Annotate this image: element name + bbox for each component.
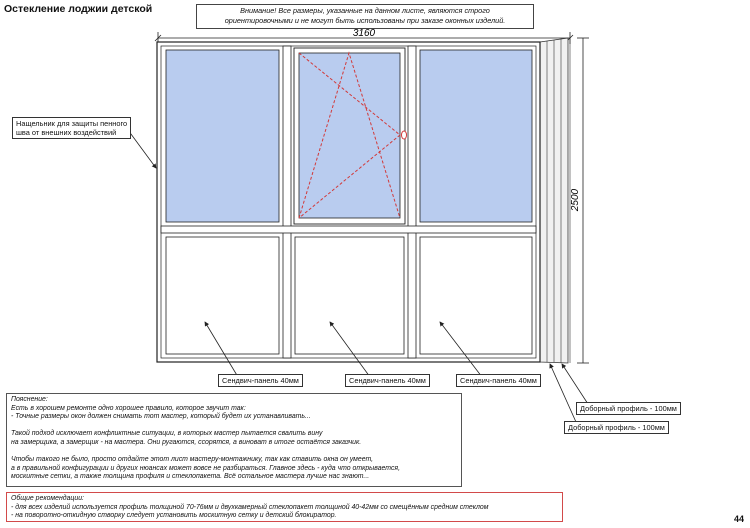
page-number: 44 <box>733 514 744 524</box>
warning-line-1: Внимание! Все размеры, указанные на данном листе, являются строго <box>240 6 490 15</box>
explanation-line: на замерщика, а замерщик - на мастера. Они ругаются, ссорятся, а виноват в итоге остаётся заказчик. <box>11 438 362 446</box>
page-title: Остекление лоджии детской <box>4 3 153 15</box>
flashing-label <box>12 117 131 139</box>
recommendations-line: - на поворотно-откидную створку следует установить москитную сетку и детский блокиратор. <box>11 512 337 520</box>
flashing-label-line-1: Нащельник для защиты пенного <box>16 119 128 128</box>
explanation-heading: Пояснение: <box>11 396 48 403</box>
extension-profile-strip <box>540 38 570 363</box>
tilt-turn-sash <box>294 48 407 224</box>
glass-pane-left <box>166 50 279 222</box>
sandwich-panel-left <box>166 237 279 354</box>
explanation-line: Такой подход исключает конфликтные ситуации, в которых мастер пытается свалить вину <box>11 430 323 438</box>
sandwich-panel-label-2: Сендвич-панель 40мм <box>345 374 430 387</box>
explanation-line: Есть в хорошем ремонте одно хорошее правило, которое звучит так: <box>11 404 246 412</box>
sandwich-panel-right <box>420 237 532 354</box>
mullion-right <box>408 46 416 358</box>
recommendations-heading: Общие рекомендации: <box>11 495 84 502</box>
mullion-left <box>283 46 291 358</box>
extension-profile-label-2: Доборный профиль - 100мм <box>564 421 669 434</box>
sandwich-panel-label-3: Сендвич-панель 40мм <box>456 374 541 387</box>
sandwich-panel-middle <box>295 237 404 354</box>
glass-pane-right <box>420 50 532 222</box>
explanation-box <box>6 393 462 487</box>
extension-profile-label-1: Доборный профиль - 100мм <box>576 402 681 415</box>
explanation-line <box>11 448 457 457</box>
recommendations-box <box>6 492 563 522</box>
recommendations-line: - для всех изделий используется профиль толщиной 70-76мм и двухкамерный стеклопакет толщиной 40-42мм со смещённым средним стеклом <box>11 503 489 511</box>
explanation-line: москитные сетки, а также толщина профиля и стеклопакета. Всё остальное мастера лучше нас знают... <box>11 473 370 481</box>
width-dimension-label: 3160 <box>352 28 376 39</box>
handle-icon <box>402 131 407 139</box>
transom <box>161 226 536 233</box>
warning-line-2: ориентировочными и не могут быть использованы при заказе оконных изделий. <box>224 15 506 25</box>
height-dimension-label: 2500 <box>570 188 581 212</box>
explanation-line: а в правильной конфигурации и других нюансах может вовсе не разбираться. Главное здесь - куда что открывается, <box>11 464 400 472</box>
explanation-line: Чтобы такого не было, просто отдайте этот лист мастеру-монтажнику, так как ставить окна он умеет, <box>11 456 374 464</box>
flashing-label-line-2: шва от внешних воздействий <box>16 128 117 137</box>
sandwich-panel-label-1: Сендвич-панель 40мм <box>218 374 303 387</box>
explanation-line: - Точные размеры окон должен снимать тот мастер, который будет их устанавливать... <box>11 413 311 421</box>
